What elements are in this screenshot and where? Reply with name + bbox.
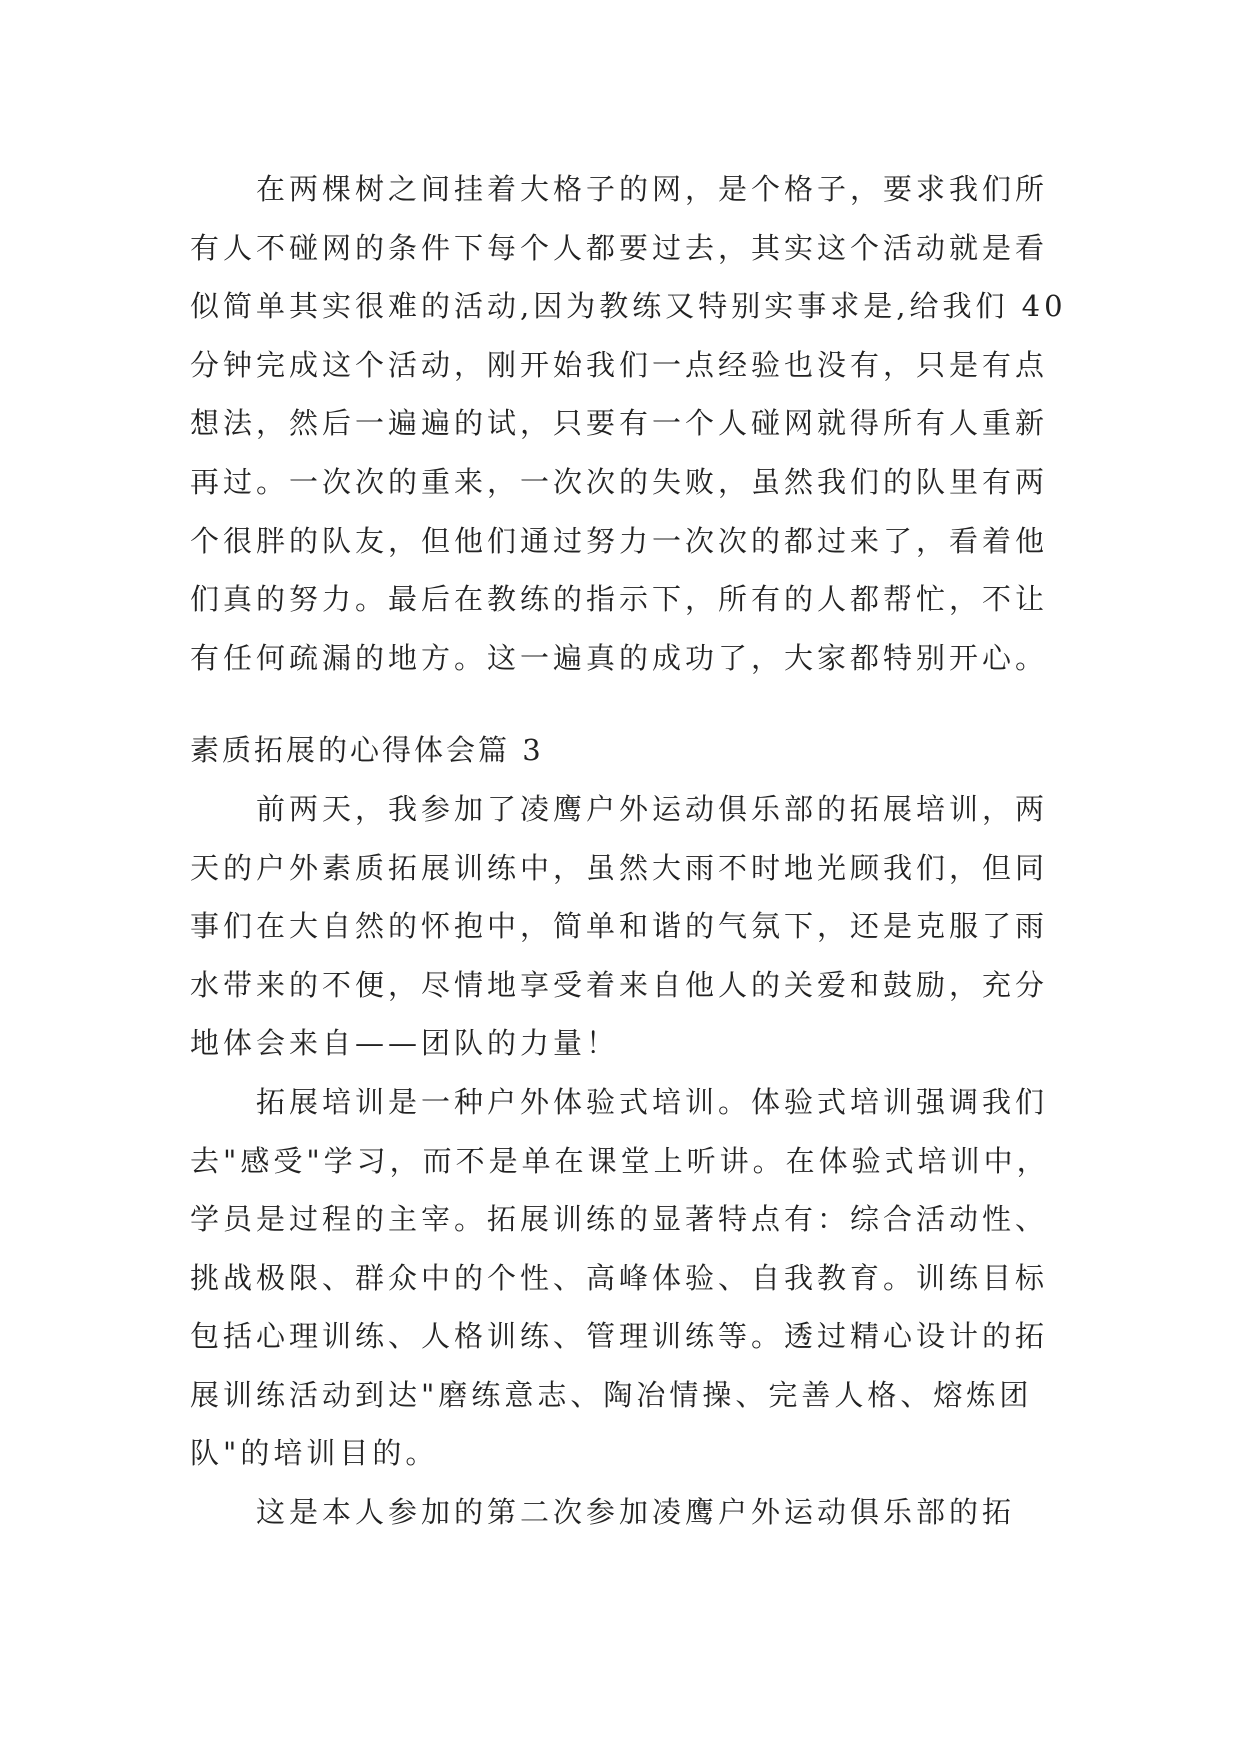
text-line: 事们在大自然的怀抱中，简单和谐的气氛下，还是克服了雨 bbox=[190, 909, 1049, 944]
text-line: 个很胖的队友，但他们通过努力一次次的都过来了，看着他 bbox=[190, 523, 1049, 558]
text-line: 们真的努力。最后在教练的指示下，所有的人都帮忙，不让 bbox=[190, 582, 1049, 617]
document-body bbox=[190, 160, 1067, 1542]
paragraph-second-participation bbox=[190, 1483, 1062, 1542]
section-spacer bbox=[190, 687, 1062, 721]
section-heading: 素质拓展的心得体会篇 3 bbox=[190, 733, 544, 768]
text-line: 分钟完成这个活动，刚开始我们一点经验也没有，只是有点 bbox=[190, 347, 1049, 382]
text-line: 包括心理训练、人格训练、管理训练等。透过精心设计的拓 bbox=[190, 1319, 1049, 1354]
text-line: 在两棵树之间挂着大格子的网，是个格子，要求我们所 bbox=[256, 172, 1049, 206]
text-line: 有人不碰网的条件下每个人都要过去，其实这个活动就是看 bbox=[190, 230, 1049, 265]
text-line: 展训练活动到达"磨练意志、陶冶情操、完善人格、熔炼团 bbox=[190, 1377, 1033, 1412]
text-line: 队"的培训目的。 bbox=[190, 1436, 439, 1471]
text-line: 学员是过程的主宰。拓展训练的显著特点有：综合活动性、 bbox=[190, 1202, 1049, 1237]
text-line: 想法，然后一遍遍的试，只要有一个人碰网就得所有人重新 bbox=[190, 406, 1049, 441]
text-line: 前两天，我参加了凌鹰户外运动俱乐部的拓展培训，两 bbox=[256, 791, 1049, 826]
paragraph-training-intro bbox=[190, 780, 1062, 1073]
text-line: 挑战极限、群众中的个性、高峰体验、自我教育。训练目标 bbox=[190, 1260, 1049, 1295]
text-line: 再过。一次次的重来，一次次的失败，虽然我们的队里有两 bbox=[190, 464, 1049, 499]
text-line: 地体会来自——团队的力量！ bbox=[190, 1026, 620, 1061]
paragraph-experiential-training bbox=[190, 1073, 1062, 1483]
text-line: 去"感受"学习，而不是单在课堂上听讲。在体验式培训中， bbox=[190, 1143, 1050, 1178]
paragraph-net-activity bbox=[190, 160, 1067, 687]
text-line: 有任何疏漏的地方。这一遍真的成功了，大家都特别开心。 bbox=[190, 640, 1049, 675]
text-line: 水带来的不便，尽情地享受着来自他人的关爱和鼓励，充分 bbox=[190, 967, 1049, 1002]
text-line: 天的户外素质拓展训练中，虽然大雨不时地光顾我们，但同 bbox=[190, 850, 1049, 885]
text-line: 拓展培训是一种户外体验式培训。体验式培训强调我们 bbox=[256, 1084, 1049, 1119]
text-line: 这是本人参加的第二次参加凌鹰户外运动俱乐部的拓 bbox=[256, 1495, 1016, 1530]
text-line: 似简单其实很难的活动,因为教练又特别实事求是,给我们 40 bbox=[190, 289, 1067, 324]
